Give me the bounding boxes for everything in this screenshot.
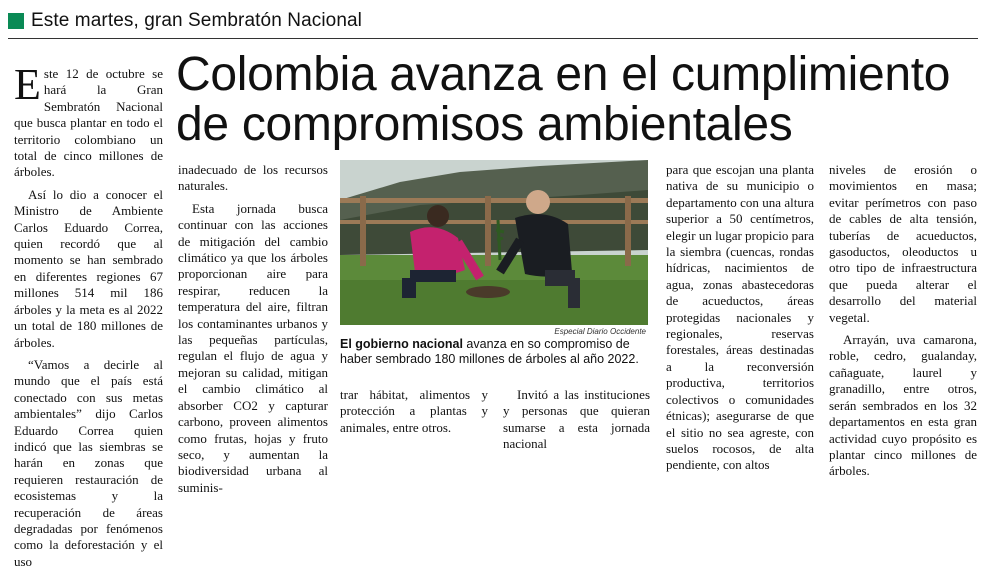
green-square-icon (8, 13, 24, 29)
article-column-4 (503, 387, 650, 459)
photo-credit: Especial Diario Occidente (554, 327, 646, 336)
drop-cap: E (14, 60, 41, 109)
article-photo (340, 160, 648, 325)
headline-line-2: de compromisos ambientales (176, 98, 793, 151)
paragraph: “Vamos a decirle al mundo que el país está conectado con sus metas ambientales” dijo Carlos Eduardo Correa quien indicó que las siembras se harán en zonas que requieren restauración de ecosistemas y la recuperación de áreas degradadas por fenómenos como la deforestación y el uso (14, 356, 163, 569)
header-rule (8, 38, 978, 39)
caption-text: avanza en so compromiso de haber sembrado 180 millones de árboles al año 2022. (340, 337, 639, 366)
paragraph: niveles de erosión o movimientos en masa; evitar perímetros con paso de cables de alta tensión, tuberías de acueductos, gasoductos, oleoductos u otro tipo de infraestructura que pueda alterar el desarrollo del material vegetal. (829, 162, 977, 325)
paragraph-text: ste 12 de octubre se hará la Gran Sembratón Nacional que busca plantar en todo el territorio colombiano un total de cinco millones de árboles. (14, 66, 163, 180)
article-column-6 (829, 162, 977, 486)
paragraph: inadecuado de los recursos naturales. (178, 162, 328, 194)
article-column-1 (14, 60, 163, 576)
paragraph: Arrayán, uva camarona, roble, cedro, gualanday, cañaguate, laurel y granadillo, entre otros, serán sembrados en los 32 departamentos en esta gran actividad cuyo propósito es plantar cinco millones de árboles. (829, 332, 977, 479)
paragraph: para que escojan una planta nativa de su municipio o departamento con una altura superior a 50 centímetros, elegir un lugar propicio para la siembra (cuencas, rondas hídricas, nacimientos de agua, zonas abastecedoras de acueductos, áreas protegidas nacionales y regionales, reservas forestales, áreas destinadas a la reconversión productiva, territorios colectivos o comunidades étnicas); asegurarse de que el sitio no sea agreste, con suelos rocosos, de alta pendiente, con altos (666, 162, 814, 473)
paragraph: Invitó a las instituciones y personas que quieran sumarse a esta jornada nacional (503, 387, 650, 452)
kicker-text: Este martes, gran Sembratón Nacional (31, 10, 362, 31)
paragraph: trar hábitat, alimentos y protección a plantas y animales, entre otros. (340, 387, 488, 435)
caption-bold: El gobierno nacional (340, 337, 463, 351)
article-column-3 (340, 387, 488, 442)
paragraph: Así lo dio a conocer el Ministro de Ambiente Carlos Eduardo Correa, quien recordó que al momento se han sembrado en diferentes regiones 67 millones 514 mil 186 árboles y la meta es al 2022 un total de 180 millones de árboles. (14, 186, 163, 350)
headline-line-1: Colombia avanza en el cumplimiento (176, 48, 951, 101)
headline (176, 50, 976, 150)
paragraph: Esta jornada busca continuar con las acciones de mitigación del cambio climático ya que los árboles proporcionan aire para respirar, reducen la temperatura del aire, filtran los contaminantes urbanos y las pequeñas partículas, regulan el flujo de agua y mejoran su calidad, mitigan el cambio climático al absorber CO2 y capturar carbono, proveen alimentos como frutas, hojas y fruto seco, y aumentan la biodiversidad urbana al suminis- (178, 200, 328, 495)
paragraph (14, 60, 163, 181)
photo-caption (340, 337, 650, 367)
article-column-5 (666, 162, 814, 480)
article-column-2 (178, 162, 328, 502)
section-kicker (8, 10, 362, 32)
